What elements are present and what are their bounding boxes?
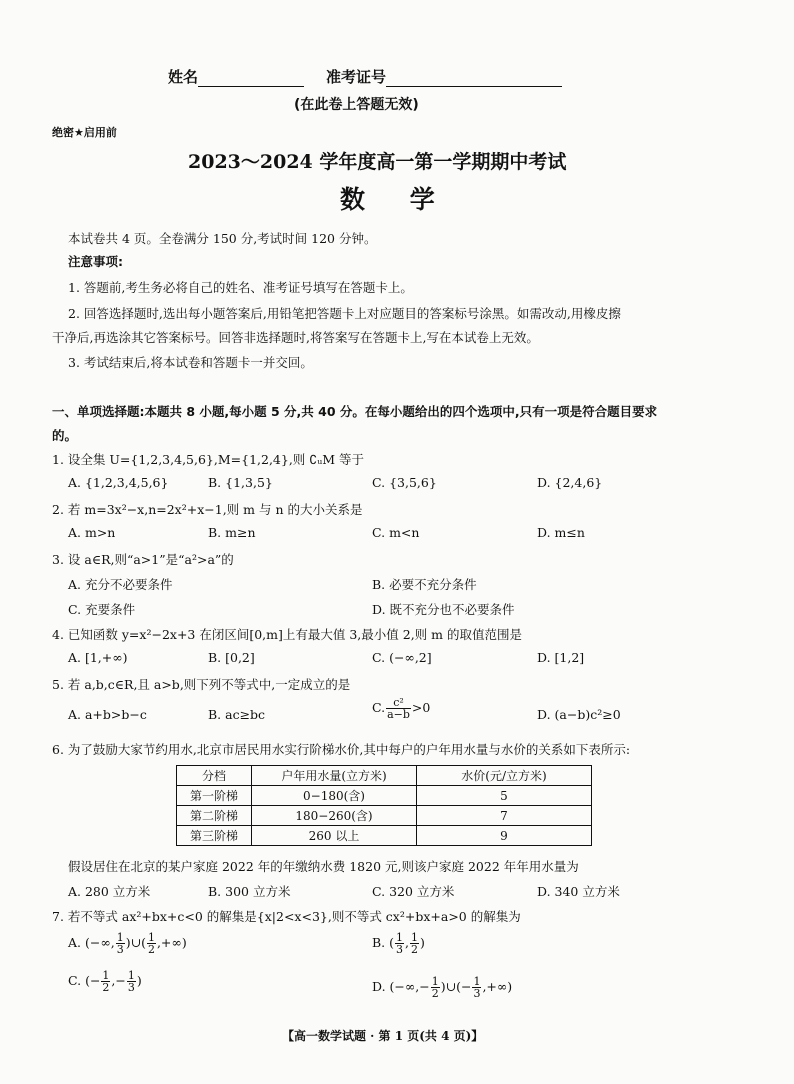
table-header-row [177, 766, 592, 786]
option-text: D. (−∞,− [372, 979, 430, 994]
table-header-cell: 户年用水量(立方米) [252, 766, 417, 786]
q2-option-b: B. m≥n [208, 525, 256, 540]
q5-option-c [372, 697, 430, 720]
q6-option-c: C. 320 立方米 [372, 884, 455, 899]
exam-number-field [326, 66, 562, 87]
q7-option-a [68, 932, 187, 955]
q5-option-a: A. a+b>b−c [68, 707, 147, 722]
q5-option-c-suffix: >0 [411, 700, 431, 715]
table-row [177, 806, 592, 826]
question-3-stem: 3. 设 a∈R,则“a>1”是“a²>a”的 [52, 552, 234, 567]
name-label: 姓名 [168, 68, 199, 86]
question-5-stem: 5. 若 a,b,c∈R,且 a>b,则下列不等式中,一定成立的是 [52, 677, 351, 692]
table-cell: 5 [417, 786, 592, 806]
q5-option-b: B. ac≥bc [208, 707, 266, 722]
fraction-numerator: 1 [396, 931, 404, 944]
option-text: C. (− [68, 973, 101, 988]
table-cell: 9 [417, 826, 592, 846]
q2-option-c: C. m<n [372, 525, 420, 540]
q1-option-c: C. {3,5,6} [372, 475, 437, 490]
q5-option-c-prefix: C. [372, 700, 386, 715]
table-cell: 第二阶梯 [177, 806, 252, 826]
fraction [431, 976, 440, 999]
subject-title: 数 学 [340, 185, 453, 214]
fraction-numerator: 1 [473, 975, 481, 988]
q6-option-a: A. 280 立方米 [68, 884, 151, 899]
q6-option-b: B. 300 立方米 [208, 884, 291, 899]
option-text: )∪( [125, 935, 146, 950]
q5-option-d: D. (a−b)c²≥0 [537, 707, 621, 722]
exam-title: 2023～2024 学年度高一第一学期期中考试 [188, 151, 567, 173]
fraction-denominator: 3 [127, 981, 135, 994]
table-cell: 7 [417, 806, 592, 826]
q2-option-a: A. m>n [68, 525, 116, 540]
fraction [127, 970, 136, 993]
name-field [168, 66, 304, 87]
exam-number-blank [386, 72, 562, 87]
fraction-denominator: a−b [387, 708, 410, 721]
fraction [395, 932, 404, 955]
fraction [147, 932, 156, 955]
section-title-cont: 的。 [52, 428, 78, 443]
question-2-stem: 2. 若 m=3x²−x,n=2x²+x−1,则 m 与 n 的大小关系是 [52, 502, 363, 517]
fraction [116, 932, 125, 955]
q3-option-b: B. 必要不充分条件 [372, 577, 477, 592]
option-text: ,− [111, 973, 126, 988]
name-blank [198, 72, 304, 87]
question-1-stem: 1. 设全集 U={1,2,3,4,5,6},M={1,2,4},则 ∁ᵤM 等于 [52, 452, 364, 467]
q1-option-b: B. {1,3,5} [208, 475, 273, 490]
option-text: ,+∞) [156, 935, 187, 950]
fraction-numerator: 1 [116, 931, 124, 944]
table-header-cell: 水价(元/立方米) [417, 766, 592, 786]
q4-option-b: B. [0,2] [208, 650, 255, 665]
table-header-cell: 分档 [177, 766, 252, 786]
invalid-note: (在此卷上答题无效) [294, 97, 419, 113]
fraction-numerator: 1 [431, 975, 439, 988]
q3-option-a: A. 充分不必要条件 [68, 577, 173, 592]
question-6-stem: 6. 为了鼓励大家节约用水,北京市居民用水实行阶梯水价,其中每户的户年用水量与水价的关系如下表所示: [52, 742, 631, 757]
note-2-cont: 干净后,再选涂其它答案标号。回答非选择题时,将答案写在答题卡上,写在本试卷上无效。 [52, 330, 539, 345]
q1-option-d: D. {2,4,6} [537, 475, 603, 490]
table-cell: 0−180(含) [252, 786, 417, 806]
fraction-numerator: c² [386, 697, 411, 709]
q4-option-d: D. [1,2] [537, 650, 585, 665]
option-text: ) [136, 973, 142, 988]
q3-option-d: D. 既不充分也不必要条件 [372, 602, 515, 617]
table-row [177, 826, 592, 846]
q3-option-c: C. 充要条件 [68, 602, 136, 617]
note-1: 1. 答题前,考生务必将自己的姓名、准考证号填写在答题卡上。 [68, 280, 413, 295]
q2-option-d: D. m≤n [537, 525, 585, 540]
notes-heading: 注意事项: [68, 254, 123, 269]
q7-option-b [372, 932, 425, 955]
q5-option-c-fraction [386, 697, 411, 720]
option-text: B. ( [372, 935, 395, 950]
secret-mark: 绝密★启用前 [52, 126, 117, 139]
fraction-numerator: 1 [411, 931, 418, 944]
question-4-stem: 4. 已知函数 y=x²−2x+3 在闭区间[0,m]上有最大值 3,最小值 2,则 m 的取值范围是 [52, 627, 522, 642]
table-cell: 第三阶梯 [177, 826, 252, 846]
option-text: A. (−∞, [68, 935, 115, 950]
fraction-denominator: 2 [102, 981, 110, 994]
option-text: , [405, 935, 409, 950]
q7-option-c [68, 970, 142, 993]
fraction-denominator: 3 [473, 987, 481, 1000]
fraction-numerator: 1 [127, 969, 135, 982]
fraction-denominator: 2 [411, 943, 418, 956]
option-text: )∪(− [440, 979, 472, 994]
q4-option-c: C. (−∞,2] [372, 650, 432, 665]
fraction-denominator: 2 [431, 987, 439, 1000]
question-7-stem: 7. 若不等式 ax²+bx+c<0 的解集是{x|2<x<3},则不等式 cx²+bx+a>0 的解集为 [52, 909, 521, 924]
fraction [101, 970, 110, 993]
note-3: 3. 考试结束后,将本试卷和答题卡一并交回。 [68, 355, 313, 370]
option-text: ,+∞) [482, 979, 513, 994]
fraction [410, 932, 419, 955]
q6-option-d: D. 340 立方米 [537, 884, 620, 899]
fraction-numerator: 1 [147, 931, 155, 944]
fraction-denominator: 3 [116, 943, 124, 956]
water-price-table [176, 765, 592, 846]
exam-number-label: 准考证号 [326, 68, 387, 86]
fraction [472, 976, 481, 999]
fraction-denominator: 3 [396, 943, 404, 956]
question-6-followup: 假设居住在北京的某户家庭 2022 年的年缴纳水费 1820 元,则该户家庭 2022 年年用水量为 [68, 859, 579, 874]
table-row [177, 786, 592, 806]
fraction-denominator: 2 [147, 943, 155, 956]
note-2: 2. 回答选择题时,选出每小题答案后,用铅笔把答题卡上对应题目的答案标号涂黑。如需改动,用橡皮擦 [68, 306, 621, 321]
table-cell: 260 以上 [252, 826, 417, 846]
q7-option-d [372, 976, 512, 999]
table-cell: 180−260(含) [252, 806, 417, 826]
option-text: ) [420, 935, 425, 950]
section-title: 一、单项选择题:本题共 8 小题,每小题 5 分,共 40 分。在每小题给出的四个选项中,只有一项是符合题目要求 [52, 404, 658, 419]
fraction-numerator: 1 [102, 969, 110, 982]
page-footer: 【高一数学试题 · 第 1 页(共 4 页)】 [282, 1029, 484, 1043]
intro-text: 本试卷共 4 页。全卷满分 150 分,考试时间 120 分钟。 [68, 231, 377, 246]
q1-option-a: A. {1,2,3,4,5,6} [68, 475, 169, 490]
q4-option-a: A. [1,+∞) [68, 650, 128, 665]
table-cell: 第一阶梯 [177, 786, 252, 806]
